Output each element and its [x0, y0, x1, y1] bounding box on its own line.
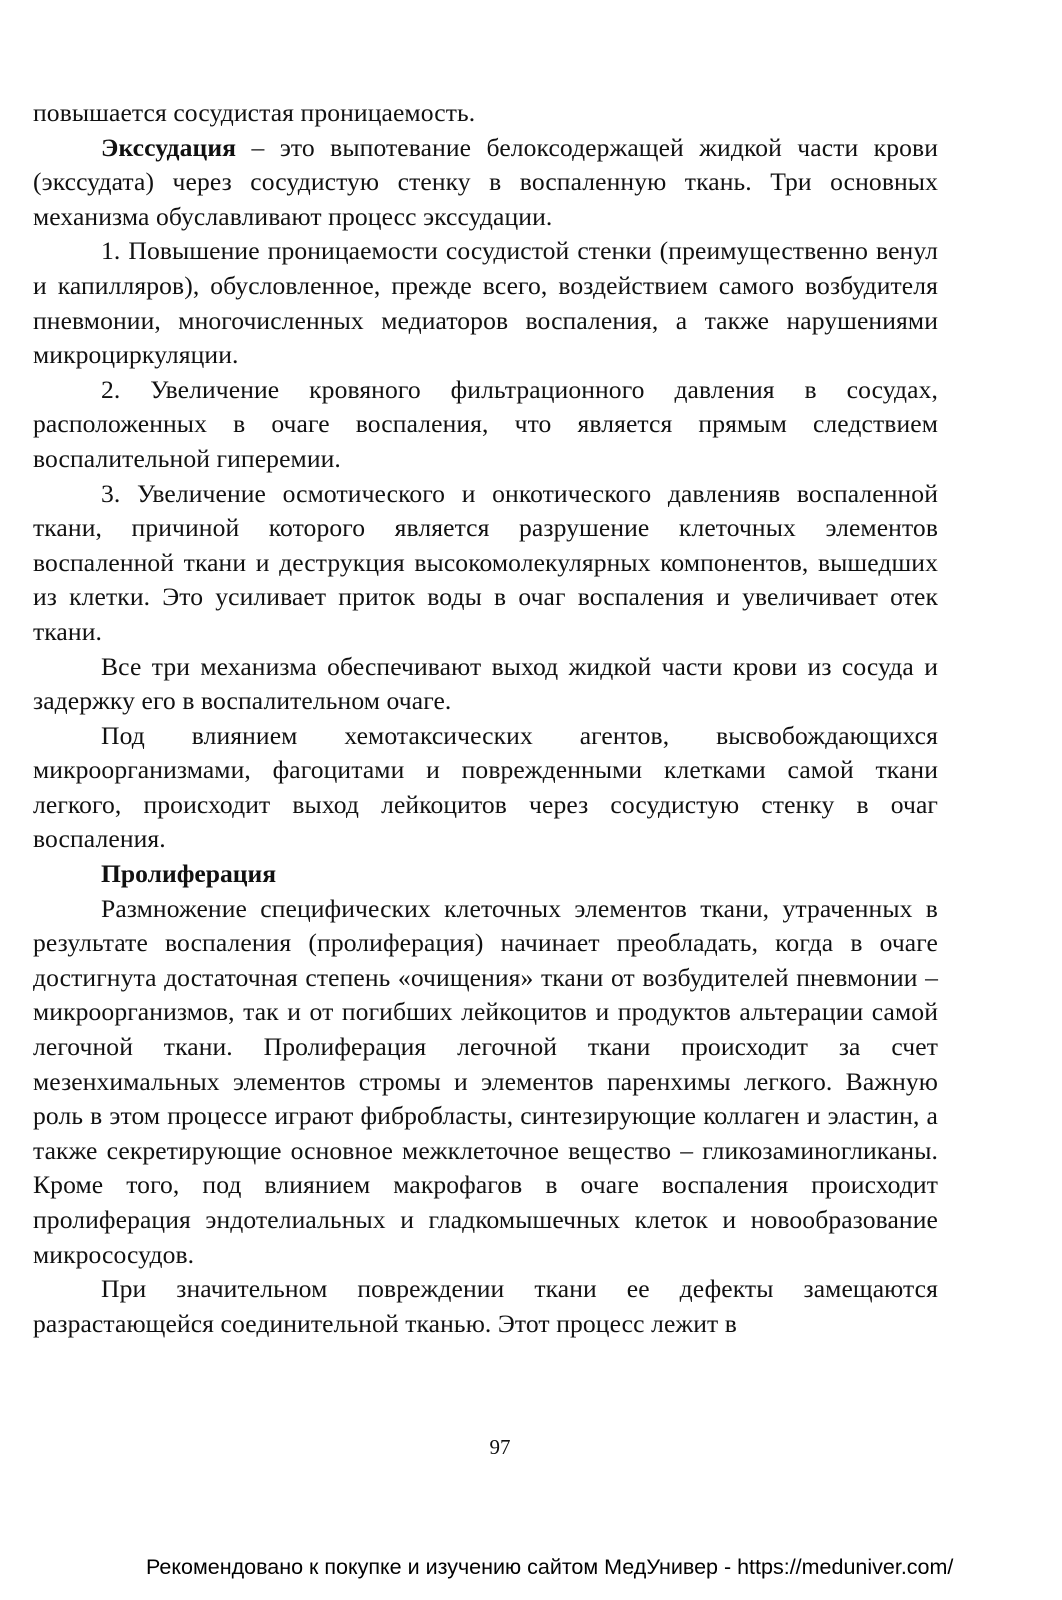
page-body [33, 96, 938, 1341]
term-exudation: Экссудация [101, 132, 237, 162]
paragraph-leukocytes: Под влиянием хемотаксических агентов, высвобождающихся микроорганизмами, фагоцитами и поврежденными клетками самой ткани легкого, происходит выход лейкоцитов через сосудистую стенку в очаг воспаления. [33, 720, 938, 854]
paragraph-continuation: повышается сосудистая проницаемость. [33, 98, 476, 127]
section-heading-proliferation: Пролиферация [101, 859, 277, 889]
paragraph-mechanism-1: 1. Повышение проницаемости сосудистой стенки (преимущественно венул и капилляров), обусловленное, прежде всего, воздействием самого возбудителя пневмонии, многочисленных медиаторов воспаления, а также нарушениями микроциркуляции. [33, 236, 938, 370]
paragraph-summary: Все три механизма обеспечивают выход жидкой части крови из сосуда и задержку его в воспалительном очаге. [33, 651, 938, 716]
paragraph-exudation [33, 131, 938, 235]
paragraph-mechanism-2: 2. Увеличение кровяного фильтрационного давления в сосудах, расположенных в очаге воспаления, что является прямым следствием воспалительной гиперемии. [33, 374, 938, 473]
exudation-definition: – это выпотевание белоксодержащей жидкой части крови (экссудата) через сосудистую стенку в воспаленную ткань. Три основных механизма обуславливают процесс экссудации. [33, 132, 938, 231]
paragraph-defects: При значительном повреждении ткани ее дефекты замещаются разрастающейся соединительной тканью. Этот процесс лежит в [33, 1274, 938, 1338]
paragraph-mechanism-3: 3. Увеличение осмотического и онкотического давленияв воспаленной ткани, причиной которого является разрушение клеточных элементов воспаленной ткани и деструкция высокомолекулярных компонентов, вышедших из клетки. Это усиливает приток воды в очаг воспаления и увеличивает отек ткани. [33, 478, 938, 646]
page-number: 97 [489, 1435, 511, 1459]
footer-watermark: Рекомендовано к покупке и изучению сайтом МедУнивер - https://meduniver.com/ [146, 1555, 954, 1579]
paragraph-proliferation: Размножение специфических клеточных элементов ткани, утраченных в результате воспаления (пролиферация) начинает преобладать, когда в очаге достигнута достаточная степень «очищения» ткани от возбудителей пневмонии – микроорганизмов, так и от погибших лейкоцитов и продуктов альтерации самой легочной ткани. Пролиферация легочной ткани происходит за счет мезенхимальных элементов стромы и элементов паренхимы легкого. Важную роль в этом процессе играют фибробласты, синтезирующие коллаген и эластин, а также секретирующие основное межклеточное вещество – гликозаминогликаны. Кроме того, под влиянием макрофагов в очаге воспаления происходит пролиферация эндотелиальных и гладкомышечных клеток и новообразование микрососудов. [33, 893, 938, 1269]
